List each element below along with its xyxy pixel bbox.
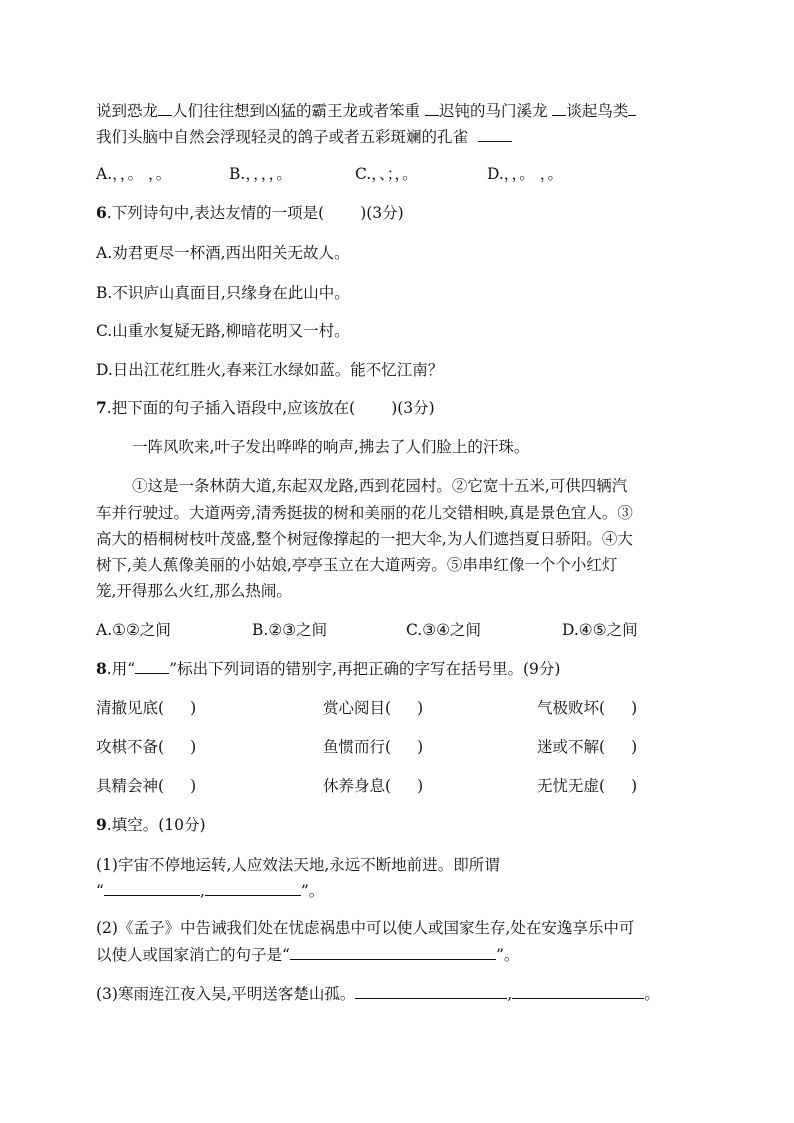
question-stem: ”标出下列词语的错别字,再把正确的字写在括号里。(9分) [169, 660, 561, 678]
q6-option-b[interactable]: B.不识庐山真面目,只缘身在此山中。 [96, 284, 350, 302]
quote-close: ”。 [495, 946, 520, 964]
underline-mark-sample [135, 659, 169, 674]
answer-blank[interactable] [552, 101, 566, 116]
word-text: 攻棋不备( [96, 738, 165, 756]
q6-option-c[interactable]: C.山重水复疑无路,柳暗花明又一村。 [96, 322, 350, 340]
word-text: 休养身息( [323, 777, 392, 795]
answer-blank[interactable] [355, 984, 507, 999]
q9-item-1-blanks [96, 881, 324, 901]
q6-option-a[interactable]: A.劝君更尽一杯酒,西出阳关无故人。 [96, 244, 350, 262]
quote-open: “ [96, 882, 104, 900]
comma: , [199, 882, 205, 900]
q7-passage-line: 树下,美人蕉像美丽的小姑娘,亭亭玉立在大道两旁。⑤串串红像一个个小红灯 [96, 556, 618, 574]
answer-blank[interactable] [425, 101, 439, 116]
question-text: (3)寒雨连江夜入吴,平明送客楚山孤。 [96, 985, 356, 1003]
q8-word-item[interactable] [537, 698, 637, 718]
answer-blank[interactable] [290, 945, 496, 960]
word-text: 清撤见底( [96, 699, 165, 717]
intro-line-2 [96, 127, 512, 147]
bracket-close: ) [417, 699, 424, 717]
intro-text: 人们往往想到凶猛的霸王龙或者笨重 [172, 102, 421, 120]
q7-stem [96, 398, 435, 418]
question-score: )(3分) [360, 204, 404, 222]
bracket-close: ) [417, 738, 424, 756]
q7-passage-line: 笼,开得那么火红,那么热闹。 [96, 582, 292, 600]
question-number: 8 [96, 659, 107, 678]
q7-option-b[interactable]: B.②③之间 [252, 621, 328, 639]
comma: , [507, 985, 513, 1003]
intro-line-1 [96, 101, 636, 121]
question-number: 9 [96, 815, 107, 834]
intro-text: 我们头脑中自然会浮现轻灵的鸽子或者五彩斑斓的孔雀 [96, 128, 469, 146]
q9-item-1: (1)宇宙不停地运转,人应效法天地,永远不断地前进。即所谓 [96, 856, 500, 874]
q7-passage-line: ①这是一条林荫大道,东起双龙路,西到花园村。②它宽十五米,可供四辆汽 [132, 477, 628, 495]
q6-option-d[interactable]: D.日出江花红胜火,春来江水绿如蓝。能不忆江南？ [96, 361, 444, 379]
q7-option-a[interactable]: A.①②之间 [96, 621, 171, 639]
bracket-close: ) [190, 777, 197, 795]
question-score: )(3分) [391, 399, 435, 417]
bracket-close: ) [190, 699, 197, 717]
q8-word-item[interactable] [96, 698, 196, 718]
q8-word-item[interactable] [537, 737, 637, 757]
q9-stem [96, 815, 206, 835]
answer-blank[interactable] [478, 127, 512, 142]
word-text: 无忧无虚( [537, 777, 606, 795]
q7-passage-line: 车并行驶过。大道两旁,清秀挺拔的树和美丽的花儿交错相映,真是景色宜人。③ [96, 504, 633, 522]
q5-option-c[interactable]: C.，、；，。 [355, 165, 418, 183]
q5-option-d[interactable]: D.，，。 ，。 [487, 165, 563, 183]
bracket-close: ) [417, 777, 424, 795]
q7-option-c[interactable]: C.③④之间 [406, 621, 482, 639]
quote-close: ”。 [300, 882, 325, 900]
answer-blank[interactable] [104, 881, 200, 896]
q8-word-item[interactable] [96, 776, 196, 796]
question-number: 7 [96, 398, 107, 417]
q6-stem [96, 203, 404, 223]
word-text: 鱼惯而行( [323, 738, 392, 756]
q7-option-d[interactable]: D.④⑤之间 [562, 621, 638, 639]
intro-text: 说到恐龙 [96, 102, 159, 120]
bracket-close: ) [190, 738, 197, 756]
bracket-close: ) [631, 777, 638, 795]
intro-text: 谈起鸟类 [566, 102, 629, 120]
bracket-close: ) [631, 699, 638, 717]
q8-word-item[interactable] [537, 776, 637, 796]
word-text: 具精会神( [96, 777, 165, 795]
q7-insert-sentence: 一阵风吹来,叶子发出哗哗的响声,拂去了人们脸上的汗珠。 [132, 438, 530, 456]
period: 。 [644, 985, 660, 1003]
question-stem: .填空。(10分) [106, 816, 206, 834]
q8-word-item[interactable] [323, 698, 423, 718]
word-text: 赏心阅目( [323, 699, 392, 717]
question-stem: .把下面的句子插入语段中,应该放在( [106, 399, 356, 417]
q5-option-a[interactable]: A.，，。 ，。 [96, 165, 172, 183]
q8-word-item[interactable] [96, 737, 196, 757]
question-number: 6 [96, 203, 107, 222]
intro-text: 迟钝的马门溪龙 [438, 102, 548, 120]
q8-word-item[interactable] [323, 776, 423, 796]
question-text: 以使人或国家消亡的句子是“ [96, 946, 290, 964]
bracket-close: ) [631, 738, 638, 756]
q8-stem [96, 659, 560, 679]
q7-passage-line: 高大的梧桐树枝叶茂盛,整个树冠像撑起的一把大伞,为人们遮挡夏日骄阳。④大 [96, 530, 633, 548]
q9-item-2: (2)《孟子》中告诫我们处在忧虑祸患中可以使人或国家生存,处在安逸享乐中可 [96, 919, 635, 937]
answer-blank[interactable] [158, 101, 172, 116]
q9-item-2-blank [96, 945, 519, 965]
word-text: 气极败坏( [537, 699, 606, 717]
answer-blank[interactable] [628, 101, 636, 116]
answer-blank[interactable] [512, 984, 644, 999]
q9-item-3 [96, 984, 660, 1004]
question-stem: .用“ [106, 660, 136, 678]
question-stem: .下列诗句中,表达友情的一项是( [106, 204, 325, 222]
q5-option-b[interactable]: B.，，，，。 [229, 165, 292, 183]
answer-blank[interactable] [205, 881, 301, 896]
q8-word-item[interactable] [323, 737, 423, 757]
word-text: 迷或不解( [537, 738, 606, 756]
